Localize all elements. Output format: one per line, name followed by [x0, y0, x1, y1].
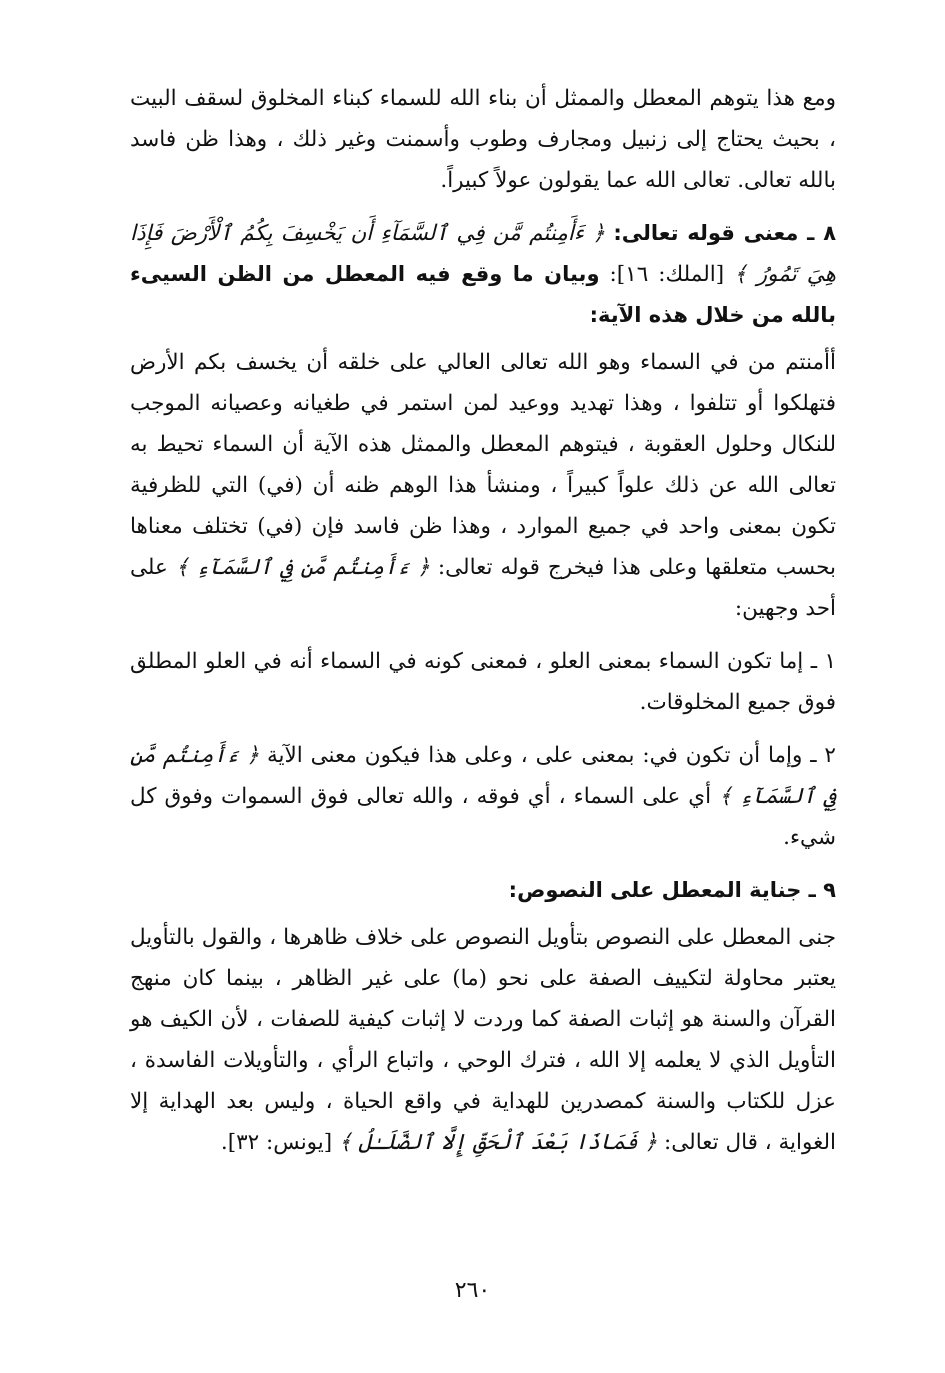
verse-yunus: ﴿ فَمَاذَا بَعْدَ ٱلْحَقِّ إِلَّا ٱلضَّلَـٰلُ ﴾	[339, 1130, 658, 1155]
section-9-heading: ٩ ـ جناية المعطل على النصوص:	[508, 878, 836, 902]
section-8-heading: ٨ ـ معنى قوله تعالى:	[613, 221, 837, 245]
section-9-text: جنى المعطل على النصوص بتأويل النصوص على خلاف ظاهرها ، والقول بالتأويل يعتبر محاولة لتكييف الصفة على نحو (ما) على غير الظاهر ، بينما كان منهج القرآن والسنة هو إثبات الصفة كما وردت لا إثبات كيفية للصفات ، لأن الكيف هو التأويل الذي لا يعلمه إلا الله ، فترك الوحي ، واتباع الرأي ، والتأويلات الفاسدة ، عزل للكتاب والسنة كمصدرين للهداية في واقع الحياة ، وليس بعد الهداية إلا الغواية ، قال تعالى:	[130, 925, 836, 1155]
explanation-text: أأمنتم من في السماء وهو الله تعالى العالي على خلقه أن يخسف بكم الأرض فتهلكوا أو تتلفوا ، وهذا تهديد ووعيد لمن استمر في طغيانه وعصيانه الموجب للنكال وحلول العقوبة ، فيتوهم المعطل والممثل هذه الآية أن السماء تحيط به تعالى الله عن ذلك علواً كبيراً ، ومنشأ هذا الوهم ظنه أن (في) التي للظرفية تكون بمعنى واحد في جميع الموارد ، وهذا ظن فاسد فإن (في) تختلف معناها بحسب متعلقها وعلى هذا فيخرج قوله تعالى:	[130, 350, 837, 580]
verse-quote: ﴿ ءَأَمِنتُم مَّن فِي ٱلسَّمَآءِ ﴾	[175, 555, 430, 580]
list-item-2-start: ٢ ـ وإما أن تكون في: بمعنى على ، وعلى هذا فيكون معنى الآية	[267, 743, 836, 768]
page-body	[130, 78, 836, 1175]
verse-al-mulk: ﴿ ءَأَمِنتُم مَّن فِي ٱلسَّمَآءِ أَن يَخْسِفَ بِكُمُ ٱلْأَرْضَ فَإِذَا هِيَ تَمُورُ ﴾	[130, 221, 836, 287]
list-item-2	[130, 735, 836, 858]
section-8-heading-continuation: وبيان ما وقع فيه المعطل من الظن السيىء بالله من خلال هذه الآية:	[130, 262, 836, 327]
list-item-2-end: أي على السماء ، أي فوقه ، والله تعالى فوق السموات وفوق كل شيء.	[130, 784, 836, 850]
section-8	[130, 213, 836, 336]
explanation-end: على أحد وجهين:	[130, 555, 836, 621]
list-item-1: ١ ـ إما تكون السماء بمعنى العلو ، فمعنى كونه في السماء أنه في العلو المطلق فوق جميع المخلوقات.	[130, 649, 836, 715]
paragraph-section-9	[130, 917, 836, 1163]
paragraph-intro: ومع هذا يتوهم المعطل والممثل أن بناء الله للسماء كبناء المخلوق لسقف البيت ، بحيث يحتاج إلى زنبيل ومجارف وطوب وأسمنت وغير ذلك ، وهذا ظن فاسد بالله تعالى. تعالى الله عما يقولون عولاً كبيراً.	[130, 86, 836, 193]
page-number: ٢٦٠	[454, 1278, 491, 1303]
list-item-2-verse: ﴿ ءَأَمِنتُم مَّن فِي ٱلسَّمَآءِ ﴾	[130, 743, 836, 809]
verse-reference-yunus: [يونس: ٣٢].	[220, 1130, 333, 1155]
paragraph-explanation	[130, 342, 836, 629]
verse-reference-al-mulk: [الملك: ١٦]:	[609, 262, 725, 287]
